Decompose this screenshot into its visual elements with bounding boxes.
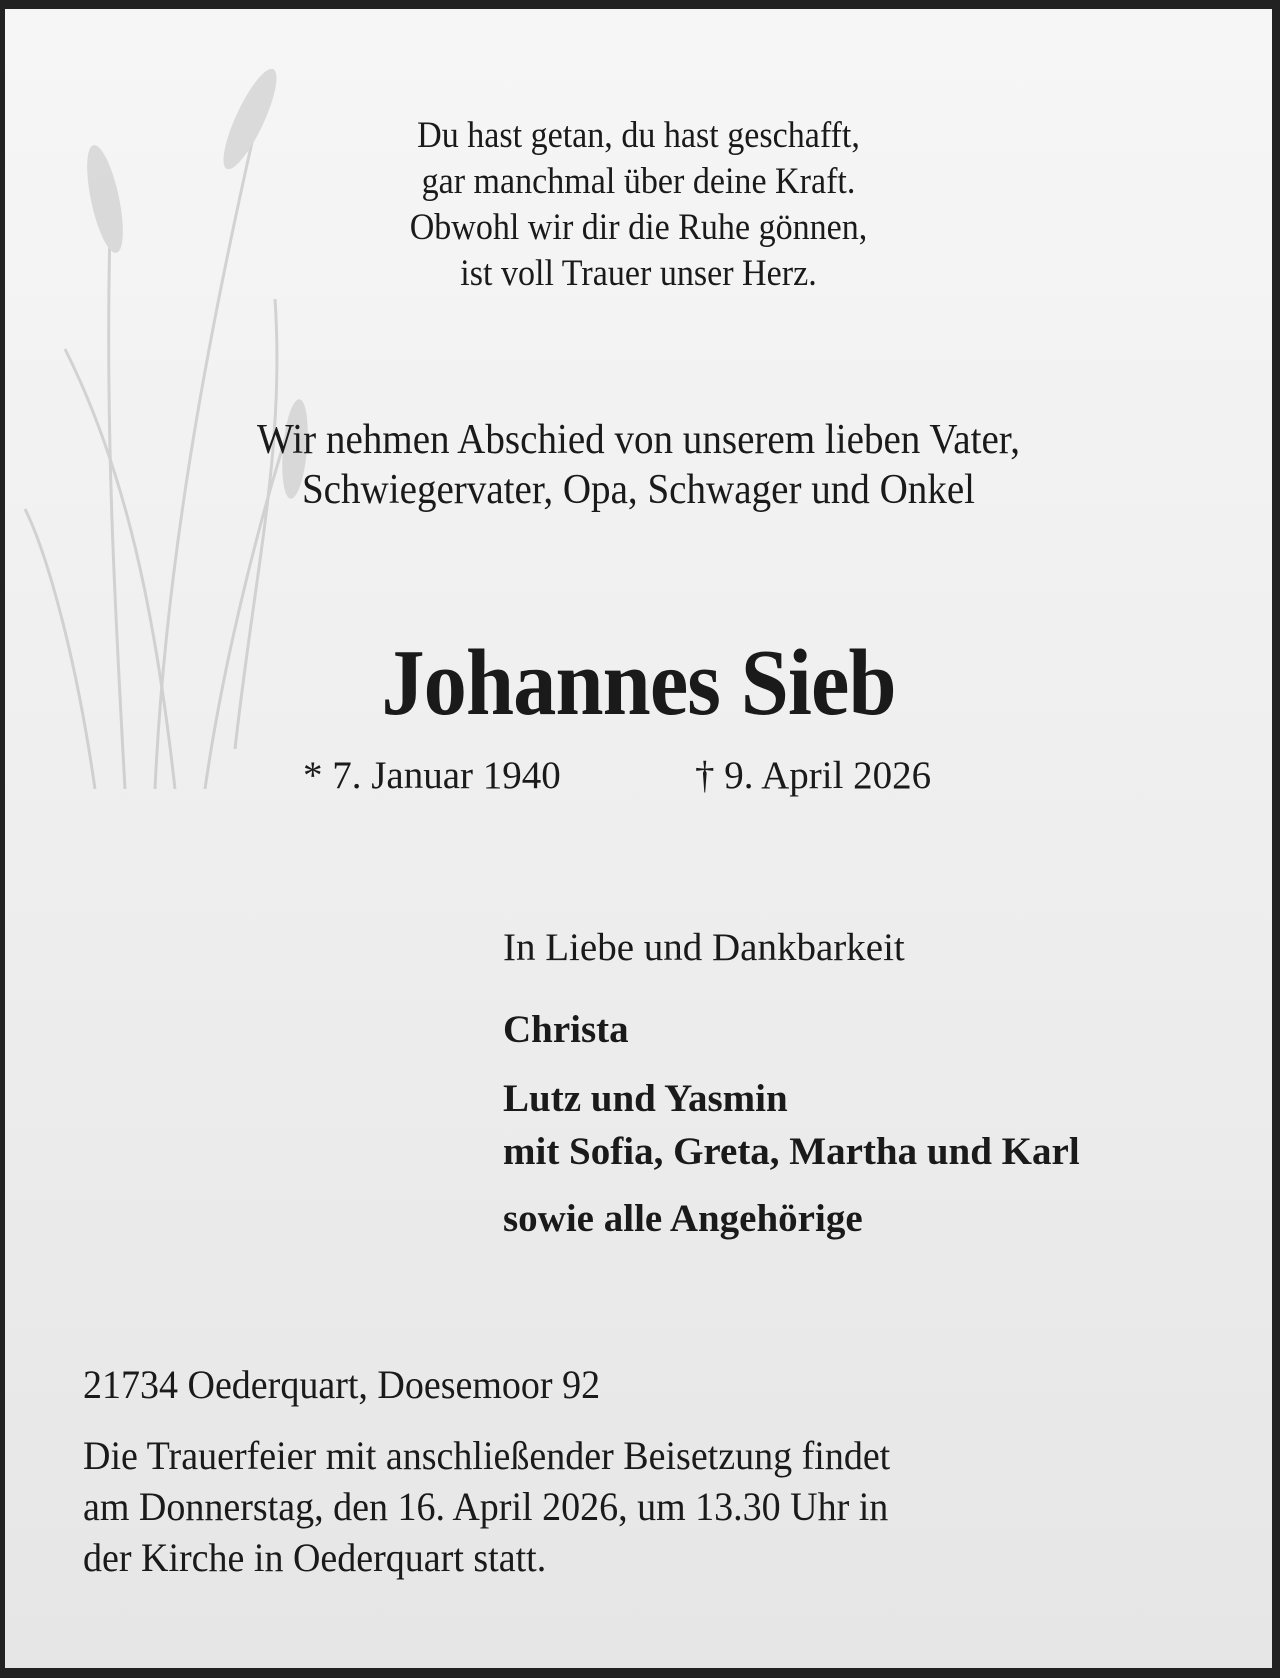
poem-line: gar manchmal über deine Kraft. [421, 161, 856, 202]
closing-text: In Liebe und Dankbarkeit [503, 926, 905, 969]
mourner: sowie alle Angehörige [503, 1197, 863, 1240]
mourner: Christa [503, 1008, 629, 1051]
intro-line: Wir nehmen Abschied von unserem lieben Vater, [256, 417, 1021, 463]
mourner: Lutz und Yasmin [503, 1077, 788, 1120]
service-line: Die Trauerfeier mit anschließender Beisetzung findet [83, 1433, 891, 1478]
service-line: am Donnerstag, den 16. April 2026, um 13.30 Uhr in [83, 1484, 889, 1529]
obituary-card [5, 9, 1272, 1668]
address: 21734 Oederquart, Doesemoor 92 [83, 1362, 601, 1407]
deceased-name: Johannes Sieb [381, 631, 896, 735]
intro-text [49, 415, 1227, 515]
birth-date: * 7. Januar 1940 [303, 754, 561, 797]
mourner: mit Sofia, Greta, Martha und Karl [503, 1130, 1080, 1173]
poem-line: Obwohl wir dir die Ruhe gönnen, [409, 207, 868, 248]
intro-line: Schwiegervater, Opa, Schwager und Onkel [301, 467, 976, 513]
poem-line: Du hast getan, du hast geschafft, [417, 115, 860, 156]
poem-line: ist voll Trauer unser Herz. [460, 253, 817, 294]
death-date: † 9. April 2026 [695, 754, 932, 797]
poem [56, 113, 1222, 297]
service-line: der Kirche in Oederquart statt. [83, 1535, 547, 1580]
